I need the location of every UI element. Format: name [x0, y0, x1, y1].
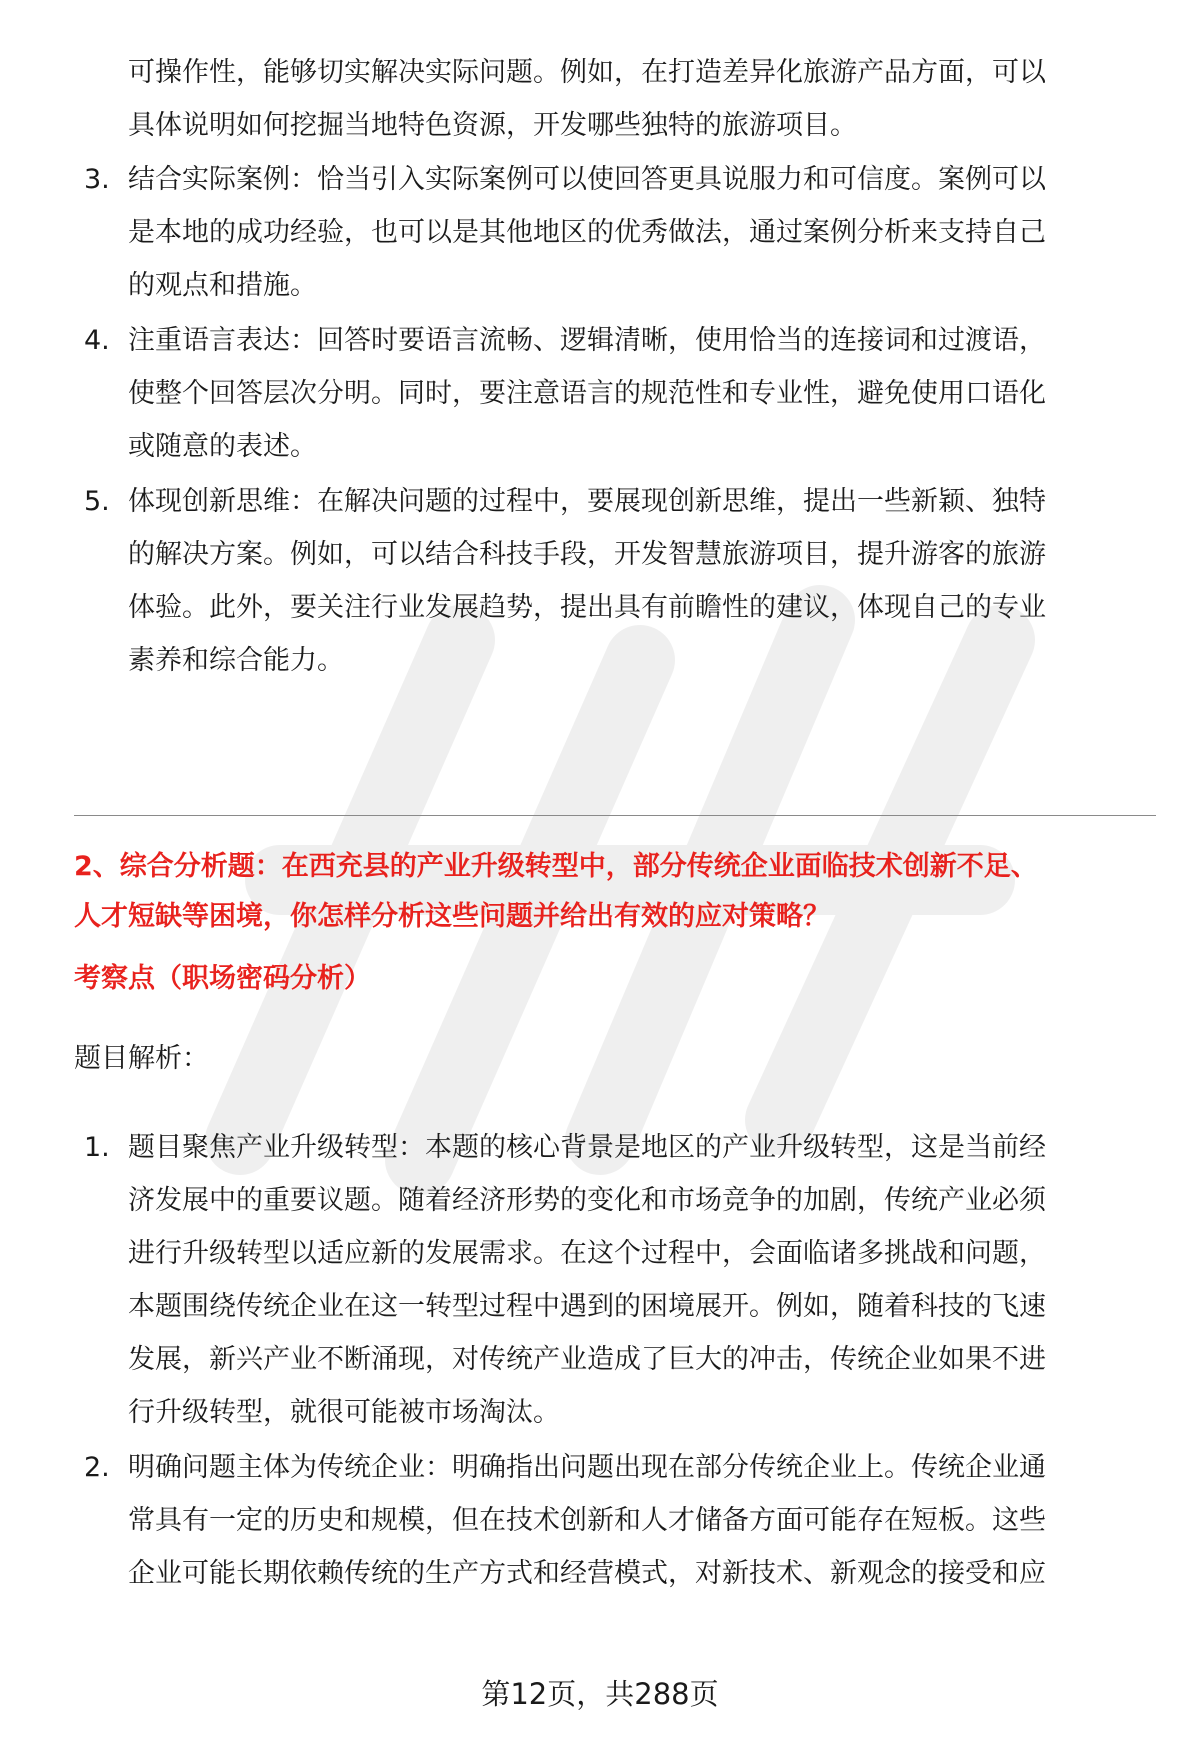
list-number: 3.: [84, 164, 110, 195]
text-line: 结合实际案例：恰当引入实际案例可以使回答更具说服力和可信度。案例可以: [128, 164, 1046, 195]
text-line: 体现创新思维：在解决问题的过程中，要展现创新思维，提出一些新颖、独特: [128, 486, 1046, 517]
text-line: 行升级转型，就很可能被市场淘汰。: [128, 1397, 560, 1428]
section-divider: [74, 815, 1156, 816]
text-line: 使整个回答层次分明。同时，要注意语言的规范性和专业性，避免使用口语化: [128, 378, 1046, 409]
text-line: 或随意的表述。: [128, 431, 317, 462]
text-line: 题目聚焦产业升级转型：本题的核心背景是地区的产业升级转型，这是当前经: [128, 1132, 1046, 1163]
text-line: 明确问题主体为传统企业：明确指出问题出现在部分传统企业上。传统企业通: [128, 1452, 1046, 1483]
text-line: 素养和综合能力。: [128, 645, 344, 676]
question-title-line: 人才短缺等困境，你怎样分析这些问题并给出有效的应对策略？: [74, 901, 830, 932]
text-line: 具体说明如何挖掘当地特色资源，开发哪些独特的旅游项目。: [128, 110, 857, 141]
list-number: 4.: [84, 325, 110, 356]
text-line: 的观点和措施。: [128, 270, 317, 301]
text-line: 本题围绕传统企业在这一转型过程中遇到的困境展开。例如，随着科技的飞速: [128, 1291, 1046, 1322]
text-line: 发展，新兴产业不断涌现，对传统产业造成了巨大的冲击，传统企业如果不进: [128, 1344, 1046, 1375]
text-line: 进行升级转型以适应新的发展需求。在这个过程中，会面临诸多挑战和问题，: [128, 1238, 1046, 1269]
text-line: 济发展中的重要议题。随着经济形势的变化和市场竞争的加剧，传统产业必须: [128, 1185, 1046, 1216]
text-line: 企业可能长期依赖传统的生产方式和经营模式，对新技术、新观念的接受和应: [128, 1558, 1046, 1589]
text-line: 体验。此外，要关注行业发展趋势，提出具有前瞻性的建议，体现自己的专业: [128, 592, 1046, 623]
parse-label: 题目解析：: [74, 1043, 209, 1074]
text-line: 的解决方案。例如，可以结合科技手段，开发智慧旅游项目，提升游客的旅游: [128, 539, 1046, 570]
text-line: 可操作性，能够切实解决实际问题。例如，在打造差异化旅游产品方面，可以: [128, 57, 1046, 88]
question-title-line: 2、综合分析题：在西充县的产业升级转型中，部分传统企业面临技术创新不足、: [74, 851, 1038, 882]
analysis-heading: 考察点（职场密码分析）: [74, 963, 371, 994]
list-number: 2.: [84, 1452, 110, 1483]
list-number: 1.: [84, 1132, 110, 1163]
text-line: 常具有一定的历史和规模，但在技术创新和人才储备方面可能存在短板。这些: [128, 1505, 1046, 1536]
list-number: 5.: [84, 486, 110, 517]
text-line: 注重语言表达：回答时要语言流畅、逻辑清晰，使用恰当的连接词和过渡语，: [128, 325, 1046, 356]
page-footer: 第12页，共288页: [481, 1677, 719, 1711]
text-line: 是本地的成功经验，也可以是其他地区的优秀做法，通过案例分析来支持自己: [128, 217, 1046, 248]
